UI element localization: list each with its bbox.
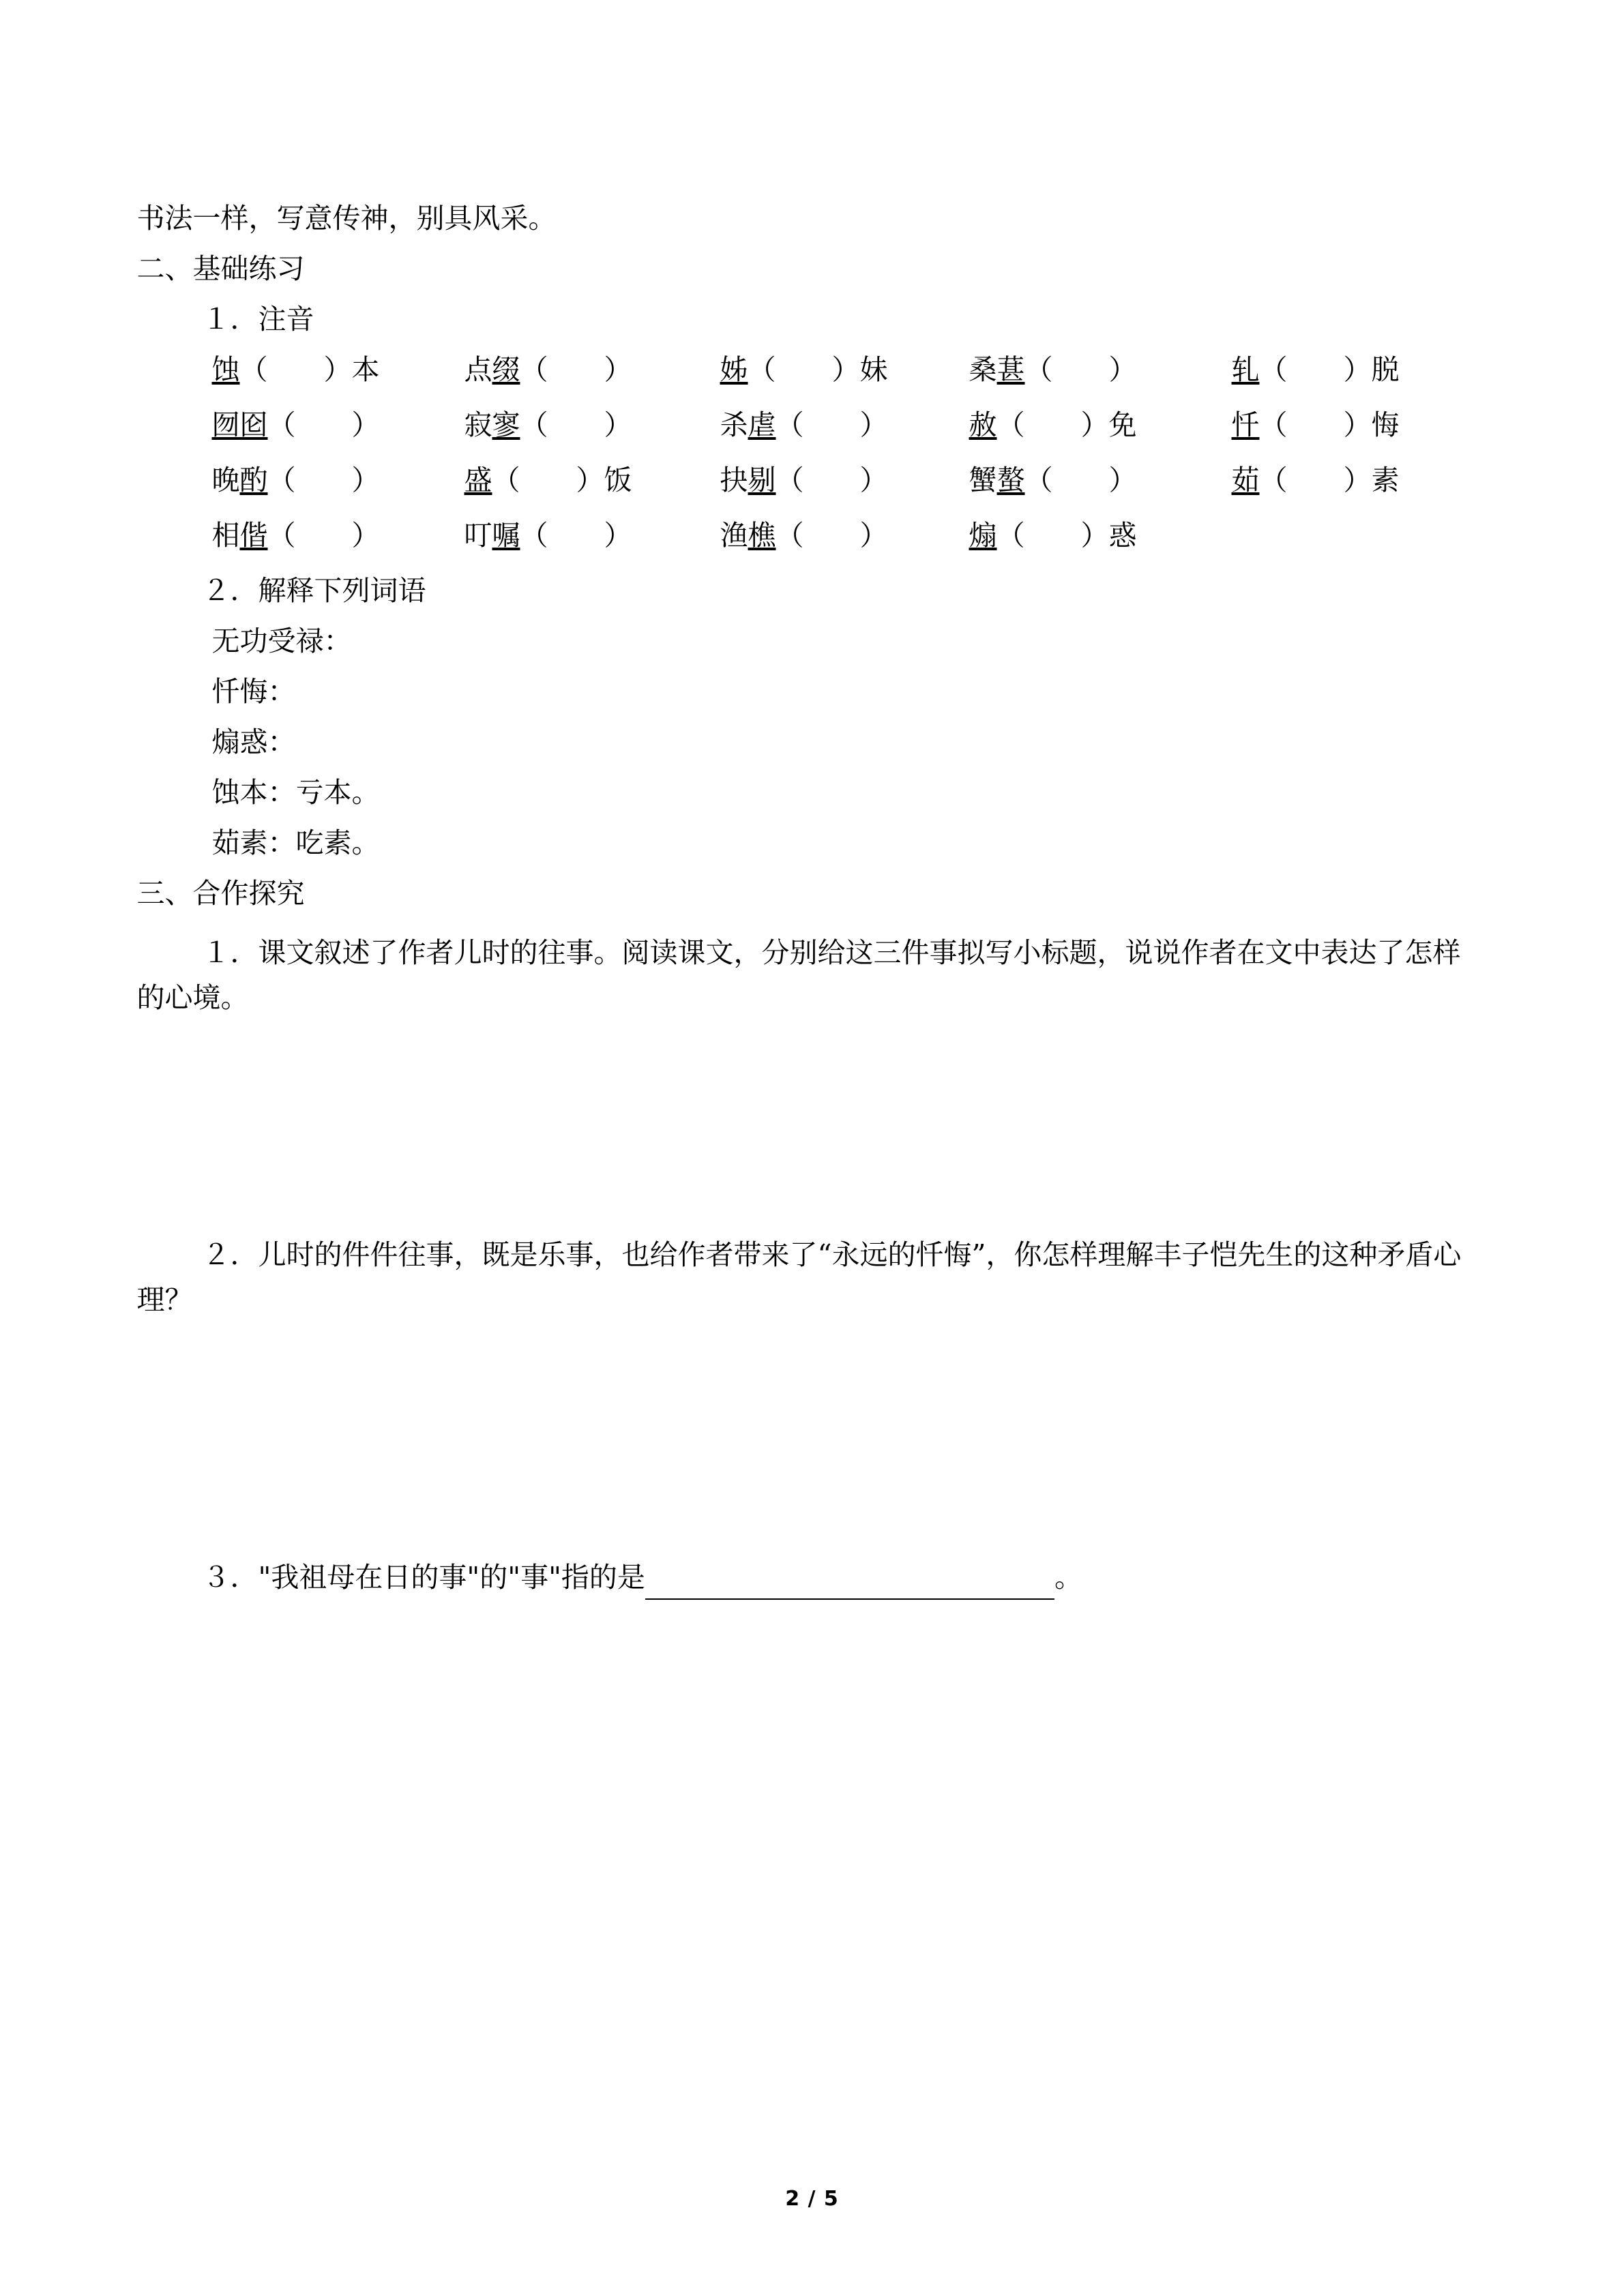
pinyin-post: （ ） [267, 464, 380, 496]
pinyin-post: （ ）饭 [492, 464, 632, 496]
pinyin-post: （ ） [520, 519, 632, 552]
pinyin-item [969, 408, 1232, 441]
vocab-item: 无功受禄： [211, 625, 352, 657]
vocab-item: 忏悔： [211, 675, 296, 708]
pinyin-pre: 相 [211, 519, 240, 552]
pinyin-pre: 晚 [211, 464, 240, 496]
pinyin-item [969, 519, 1232, 552]
exercise-2-title: ２．解释下列词语 [202, 574, 426, 607]
pinyin-pre: 桑 [969, 353, 997, 386]
pinyin-post: （ ）脱 [1259, 353, 1400, 386]
pinyin-item [720, 353, 969, 386]
pinyin-post: （ ）惑 [996, 519, 1137, 552]
pinyin-item [720, 408, 969, 441]
pinyin-post: （ ） [520, 353, 632, 386]
pinyin-item [1231, 353, 1436, 386]
pinyin-char: 寥 [492, 408, 520, 441]
pinyin-char: 盛 [464, 464, 492, 496]
pinyin-item [1232, 466, 1436, 494]
pinyin-char: 轧 [1231, 353, 1260, 386]
pinyin-char: 酌 [239, 464, 268, 496]
pinyin-char: 囫囵 [211, 408, 268, 441]
pinyin-item [211, 519, 464, 552]
pinyin-char: 剔 [748, 464, 776, 496]
pinyin-pre: 寂 [464, 408, 492, 441]
exercise-1-title: １．注音 [202, 303, 314, 336]
question-2: ２．儿时的件件往事，既是乐事，也给作者带来了“永远的忏悔”，你怎样理解丰子恺先生的这种矛盾心理？ [136, 1238, 1462, 1317]
pinyin-item [464, 353, 720, 386]
fill-in-blank[interactable] [645, 1572, 1054, 1600]
pinyin-post: （ ）妹 [748, 353, 888, 386]
pinyin-post: （ ）悔 [1259, 408, 1400, 441]
pinyin-char: 姊 [720, 353, 748, 386]
pinyin-char: 煽 [969, 519, 997, 552]
pinyin-item [969, 466, 1232, 494]
pinyin-char: 忏 [1231, 408, 1260, 441]
pinyin-item [211, 408, 464, 441]
pinyin-char: 嘱 [492, 519, 520, 552]
pinyin-char: 樵 [748, 519, 776, 552]
pinyin-row [137, 353, 1488, 386]
pinyin-post: （ ） [1024, 353, 1137, 386]
pinyin-row [137, 466, 1488, 494]
pinyin-item [211, 353, 464, 386]
pinyin-post: （ ）免 [996, 408, 1137, 441]
vocab-item: 蚀本：亏本。 [211, 776, 380, 809]
pinyin-pre: 叮 [464, 519, 492, 552]
pinyin-item [969, 353, 1232, 386]
question-1: １．课文叙述了作者儿时的往事。阅读课文，分别给这三件事拟写小标题，说说作者在文中表达了怎样的心境。 [136, 936, 1461, 1015]
page-number: 2 / 5 [785, 2187, 839, 2211]
pinyin-post: （ ） [267, 408, 380, 441]
section-heading-basic-practice: 二、基础练习 [136, 252, 305, 285]
pinyin-char: 虐 [748, 408, 776, 441]
pinyin-post: （ ） [776, 519, 888, 552]
pinyin-char: 螯 [996, 464, 1025, 496]
pinyin-post: （ ） [267, 519, 380, 552]
pinyin-post: （ ） [776, 464, 888, 496]
opening-line: 书法一样，写意传神，别具风采。 [136, 202, 557, 235]
pinyin-char: 葚 [996, 353, 1025, 386]
question-3-end: 。 [1054, 1560, 1082, 1594]
pinyin-item [464, 519, 720, 552]
pinyin-pre: 蟹 [969, 464, 997, 496]
pinyin-char: 茹 [1231, 464, 1260, 496]
pinyin-pre: 点 [464, 353, 492, 386]
pinyin-pre: 杀 [720, 408, 748, 441]
pinyin-item [464, 466, 720, 494]
pinyin-item [720, 466, 969, 494]
pinyin-item [1231, 408, 1436, 441]
pinyin-post: （ ） [1024, 464, 1137, 496]
question-3-text: ３．"我祖母在日的事"的"事"指的是 [202, 1560, 645, 1594]
pinyin-item [212, 466, 464, 494]
pinyin-char: 蚀 [211, 353, 240, 386]
question-3 [137, 1555, 1488, 1600]
section-heading-cooperative-inquiry: 三、合作探究 [136, 877, 305, 910]
pinyin-post: （ ） [776, 408, 888, 441]
pinyin-post: （ ）素 [1259, 464, 1400, 496]
vocab-item: 煽惑： [211, 726, 296, 758]
pinyin-row [137, 519, 1488, 552]
pinyin-char: 偕 [239, 519, 268, 552]
pinyin-item [720, 519, 969, 552]
pinyin-row [137, 408, 1488, 441]
pinyin-char: 赦 [969, 408, 997, 441]
page-content [136, 202, 1488, 1600]
pinyin-pre: 抉 [720, 464, 748, 496]
vocab-item: 茹素：吃素。 [211, 826, 380, 859]
answer-space-2 [137, 1330, 1488, 1555]
pinyin-item [464, 408, 720, 441]
pinyin-char: 缀 [492, 353, 520, 386]
pinyin-pre: 渔 [720, 519, 748, 552]
pinyin-post: （ ）本 [239, 353, 380, 386]
answer-space-1 [137, 1028, 1488, 1232]
pinyin-post: （ ） [520, 408, 632, 441]
